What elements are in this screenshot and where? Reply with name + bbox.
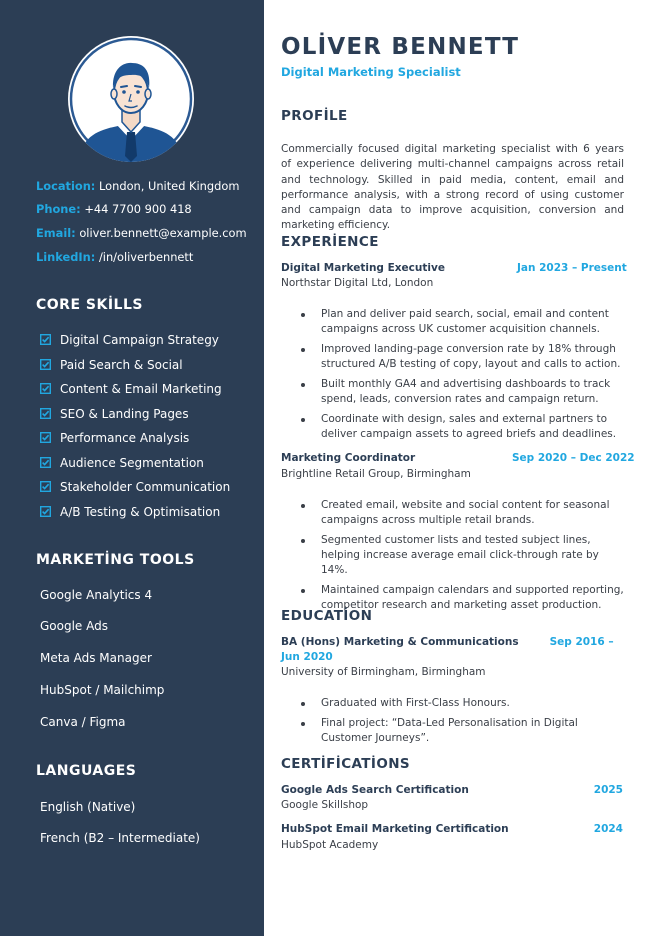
experience-heading: EXPERİENCE (281, 234, 379, 250)
certifications-heading: CERTİFİCATİONS (281, 756, 411, 772)
cert-issuer: HubSpot Academy (281, 839, 379, 851)
cert-year: 2025 (593, 784, 623, 796)
skill-item (40, 382, 222, 396)
checkbox-icon (40, 432, 51, 443)
core-skills-heading: CORE SKİLLS (36, 297, 143, 313)
contact-linkedin (36, 250, 193, 264)
phone-label: Phone: (36, 202, 81, 216)
candidate-name: OLİVER BENNETT (281, 34, 520, 60)
cert-issuer: Google Skillshop (281, 799, 369, 811)
checkbox-icon (40, 383, 51, 394)
job-title: Marketing Coordinator (281, 452, 416, 464)
skill-item (40, 333, 219, 347)
skill-label: Content & Email Marketing (60, 382, 222, 396)
job-company: Northstar Digital Ltd, London (281, 277, 434, 289)
list-item: Graduated with First-Class Honours. (301, 696, 627, 711)
main-content (264, 0, 657, 936)
cert-year: 2024 (593, 823, 623, 835)
skill-item (40, 431, 189, 445)
profile-photo (68, 36, 194, 162)
checkbox-icon (40, 506, 51, 517)
skill-label: A/B Testing & Optimisation (60, 505, 221, 519)
list-item: Created email, website and social content for seasonal campaigns across multiple retail brands. (301, 498, 627, 528)
location-value: London, United Kingdom (99, 179, 240, 193)
checkbox-icon (40, 457, 51, 468)
tool-item: Google Analytics 4 (40, 588, 153, 602)
education-bullets (301, 696, 627, 746)
skill-label: Stakeholder Communication (60, 480, 231, 494)
contact-email (36, 226, 247, 240)
tool-item: Meta Ads Manager (40, 651, 152, 665)
tool-item: Google Ads (40, 619, 108, 633)
email-label: Email: (36, 226, 76, 240)
list-item: Improved landing-page conversion rate by 18% through structured A/B testing of copy, layout and calls to action. (301, 342, 627, 372)
job-date: Sep 2020 – Dec 2022 (512, 452, 635, 464)
profile-summary: Commercially focused digital marketing specialist with 6 years of experience delivering multi-channel campaigns across retail and technology. Skilled in paid media, content, email and performance analysis, with a strong record of using customer and campaign data to improve acquisition, conversion and marketing efficiency. (281, 143, 624, 232)
skill-item (40, 407, 189, 421)
skill-label: Performance Analysis (60, 431, 190, 445)
list-item: Built monthly GA4 and advertising dashboards to track spend, leads, conversion rates and campaign return. (301, 377, 627, 407)
skill-label: Paid Search & Social (60, 358, 183, 372)
languages-heading: LANGUAGES (36, 763, 137, 779)
linkedin-label: LinkedIn: (36, 250, 96, 264)
phone-value: +44 7700 900 418 (84, 202, 192, 216)
list-item: Plan and deliver paid search, social, email and content campaigns across UK customer acquisition channels. (301, 307, 627, 337)
education-date: Sep 2016 – Jun 2020 (281, 636, 614, 663)
linkedin-value: /in/oliverbennett (98, 250, 194, 264)
job-bullets (301, 307, 627, 442)
skill-item (40, 456, 204, 470)
job-title: Digital Marketing Executive (281, 262, 445, 274)
list-item: Segmented customer lists and tested subject lines, helping increase average email click-through rate by 14%. (301, 533, 627, 578)
language-item: French (B2 – Intermediate) (40, 831, 200, 845)
degree-title: BA (Hons) Marketing & Communications (281, 636, 519, 648)
job-date: Jan 2023 – Present (517, 262, 627, 274)
contact-location (36, 179, 239, 193)
skill-label: SEO & Landing Pages (60, 407, 189, 421)
skill-label: Digital Campaign Strategy (60, 333, 219, 347)
cert-title: HubSpot Email Marketing Certification (281, 823, 509, 835)
tools-heading: MARKETİNG TOOLS (36, 552, 195, 568)
job-company: Brightline Retail Group, Birmingham (281, 468, 471, 480)
location-label: Location: (36, 179, 96, 193)
contact-phone (36, 202, 192, 216)
candidate-role: Digital Marketing Specialist (281, 65, 461, 79)
job-bullets (301, 498, 627, 613)
list-item: Coordinate with design, sales and external partners to deliver campaign assets to agreed briefs and deadlines. (301, 412, 627, 442)
education-institution: University of Birmingham, Birmingham (281, 666, 486, 678)
checkbox-icon (40, 408, 51, 419)
person-avatar-icon (68, 36, 194, 162)
skill-item (40, 358, 183, 372)
checkbox-icon (40, 334, 51, 345)
tool-item: HubSpot / Mailchimp (40, 683, 165, 697)
skill-item (40, 480, 230, 494)
skill-item (40, 505, 220, 519)
sidebar (0, 0, 264, 936)
list-item: Final project: “Data-Led Personalisation in Digital Customer Journeys”. (301, 716, 627, 746)
cert-title: Google Ads Search Certification (281, 784, 469, 796)
profile-heading: PROFİLE (281, 108, 348, 124)
checkbox-icon (40, 481, 51, 492)
education-heading: EDUCATİON (281, 608, 373, 624)
education-title (281, 635, 624, 665)
tool-item: Canva / Figma (40, 715, 126, 729)
list-item: Maintained campaign calendars and supported reporting, competitor research and marketing asset production. (301, 583, 627, 613)
checkbox-icon (40, 359, 51, 370)
skill-label: Audience Segmentation (60, 456, 204, 470)
language-item: English (Native) (40, 800, 136, 814)
email-value: oliver.bennett@example.com (79, 226, 247, 240)
